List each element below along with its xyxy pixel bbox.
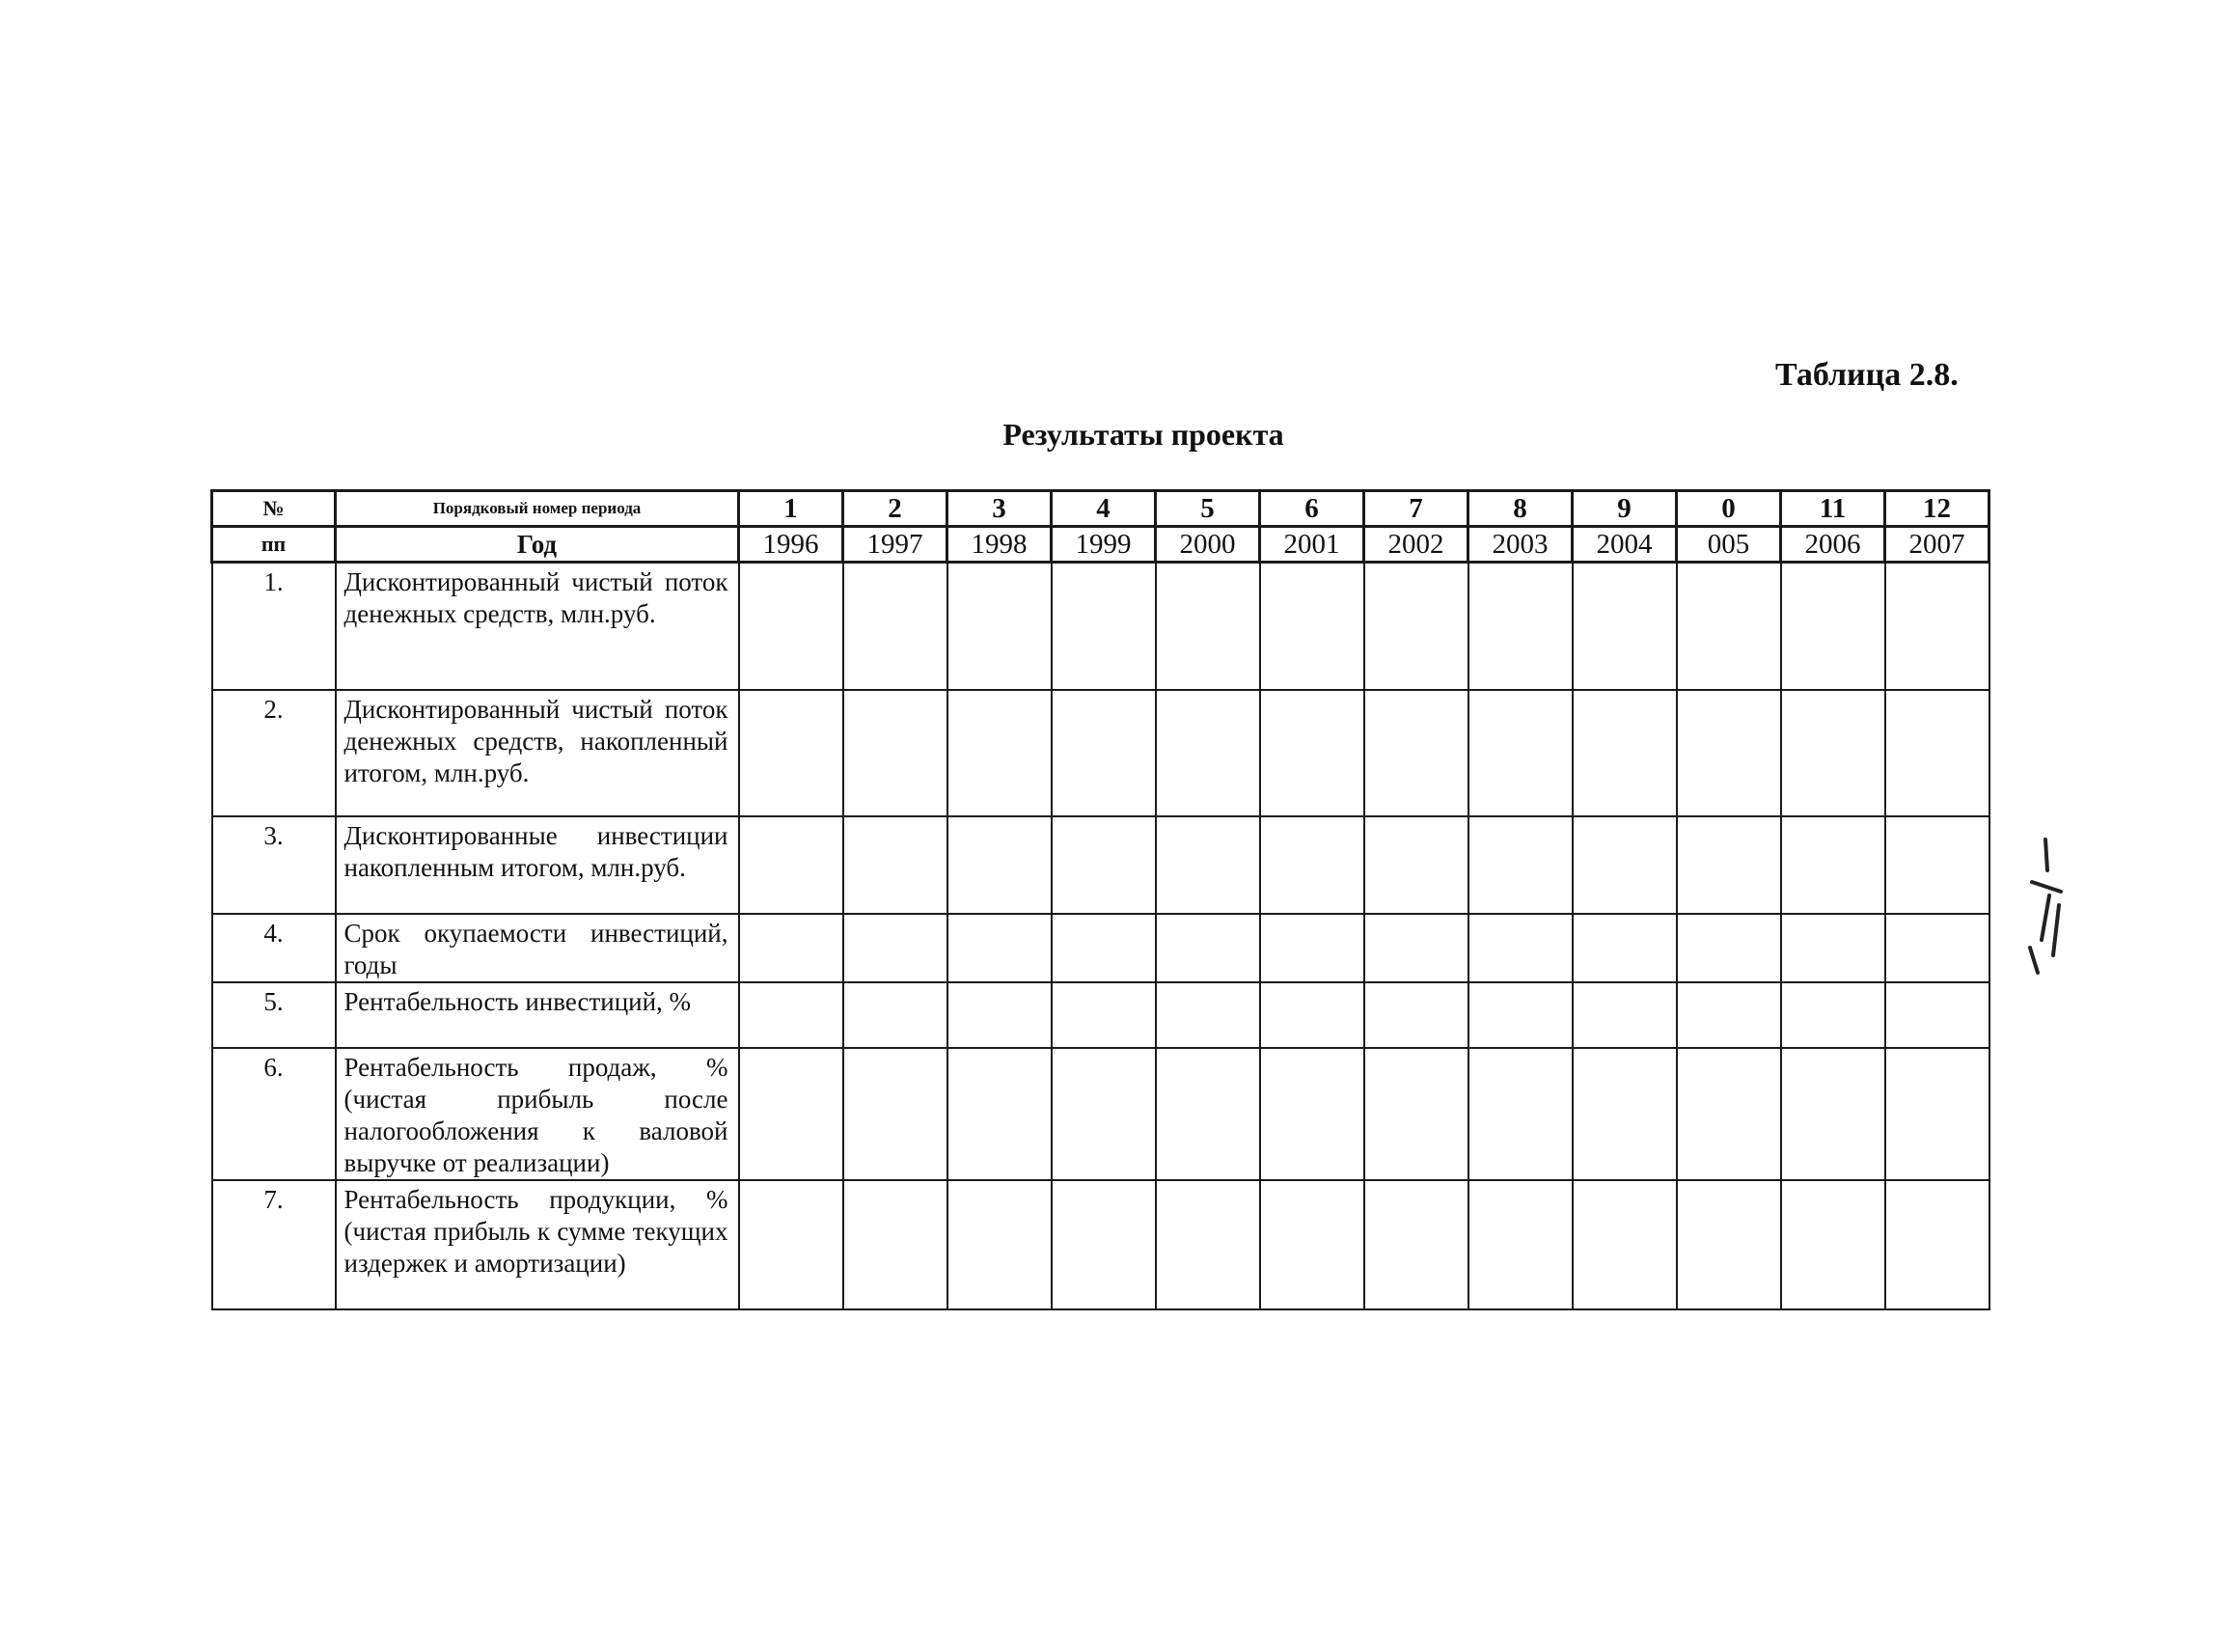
data-cell	[739, 982, 843, 1048]
year-cell: 2007	[1885, 527, 1989, 563]
data-cell	[1468, 563, 1573, 690]
table-row	[212, 982, 1989, 1048]
row-indicator-label: Дисконтированный чистый поток денежных средств, накопленный итогом, млн.руб.	[336, 690, 739, 816]
table-row	[212, 690, 1989, 816]
row-number: 2.	[212, 690, 336, 816]
year-cell: 1999	[1052, 527, 1156, 563]
data-cell	[1260, 690, 1364, 816]
data-cell	[1468, 816, 1573, 914]
year-header-label: Год	[336, 527, 739, 563]
table-row	[212, 816, 1989, 914]
data-cell	[1781, 1048, 1885, 1180]
data-cell	[1260, 563, 1364, 690]
row-indicator-label: Рентабельность продукции, % (чистая прибыль к сумме текущих издержек и амортизации)	[336, 1180, 739, 1309]
period-number-cell: 9	[1573, 491, 1677, 527]
data-cell	[739, 690, 843, 816]
data-cell	[1885, 1048, 1989, 1180]
data-cell	[1573, 982, 1677, 1048]
data-cell	[1468, 1180, 1573, 1309]
data-cell	[1885, 982, 1989, 1048]
data-cell	[1364, 914, 1468, 982]
data-cell	[947, 563, 1052, 690]
period-number-cell: 5	[1156, 491, 1260, 527]
header-row-years	[212, 527, 1989, 563]
data-cell	[1468, 1048, 1573, 1180]
data-cell	[1573, 816, 1677, 914]
data-cell	[1156, 982, 1260, 1048]
data-cell	[843, 1048, 947, 1180]
table-row	[212, 1180, 1989, 1309]
data-cell	[1677, 690, 1781, 816]
handwritten-margin-mark	[2024, 832, 2069, 977]
period-header-label: Порядковый номер периода	[336, 491, 739, 527]
data-cell	[1364, 690, 1468, 816]
row-number: 1.	[212, 563, 336, 690]
data-cell	[1677, 816, 1781, 914]
period-number-cell: 7	[1364, 491, 1468, 527]
data-cell	[739, 816, 843, 914]
data-cell	[1468, 914, 1573, 982]
data-cell	[843, 816, 947, 914]
data-cell	[1885, 914, 1989, 982]
data-cell	[947, 982, 1052, 1048]
data-cell	[1260, 914, 1364, 982]
data-cell	[947, 1180, 1052, 1309]
data-cell	[739, 914, 843, 982]
table-row	[212, 1048, 1989, 1180]
data-cell	[1364, 563, 1468, 690]
period-number-cell: 6	[1260, 491, 1364, 527]
data-cell	[843, 914, 947, 982]
data-cell	[739, 563, 843, 690]
data-cell	[843, 1180, 947, 1309]
data-cell	[1885, 690, 1989, 816]
data-cell	[947, 914, 1052, 982]
year-cell: 2002	[1364, 527, 1468, 563]
year-cell: 1996	[739, 527, 843, 563]
data-cell	[1781, 982, 1885, 1048]
data-cell	[1364, 982, 1468, 1048]
data-cell	[1052, 563, 1156, 690]
row-indicator-label: Дисконтированные инвестиции накопленным итогом, млн.руб.	[336, 816, 739, 914]
table-row	[212, 563, 1989, 690]
data-cell	[1677, 563, 1781, 690]
num-header-top: №	[212, 491, 336, 527]
num-header-bottom: пп	[212, 527, 336, 563]
data-cell	[843, 982, 947, 1048]
data-cell	[1573, 914, 1677, 982]
period-number-cell: 0	[1677, 491, 1781, 527]
table-row	[212, 914, 1989, 982]
period-number-cell: 11	[1781, 491, 1885, 527]
document-title: Результаты проекта	[1002, 417, 1284, 452]
data-cell	[1052, 1048, 1156, 1180]
period-number-cell: 3	[947, 491, 1052, 527]
year-cell: 2006	[1781, 527, 1885, 563]
row-number: 3.	[212, 816, 336, 914]
data-cell	[1052, 816, 1156, 914]
period-number-cell: 4	[1052, 491, 1156, 527]
data-cell	[1677, 1048, 1781, 1180]
data-cell	[1781, 816, 1885, 914]
results-table-body	[212, 491, 1989, 1309]
data-cell	[1260, 1048, 1364, 1180]
data-cell	[1156, 816, 1260, 914]
data-cell	[739, 1048, 843, 1180]
data-cell	[1156, 690, 1260, 816]
row-indicator-label: Рентабельность продаж, % (чистая прибыль после налогообложения к валовой выручке от реализации)	[336, 1048, 739, 1180]
data-cell	[843, 563, 947, 690]
year-cell: 2000	[1156, 527, 1260, 563]
data-cell	[1573, 563, 1677, 690]
data-cell	[739, 1180, 843, 1309]
data-cell	[1781, 690, 1885, 816]
row-number: 6.	[212, 1048, 336, 1180]
data-cell	[1885, 1180, 1989, 1309]
data-cell	[1677, 982, 1781, 1048]
data-cell	[1468, 690, 1573, 816]
data-cell	[1260, 816, 1364, 914]
year-cell: 005	[1677, 527, 1781, 563]
row-number: 4.	[212, 914, 336, 982]
data-cell	[1573, 1180, 1677, 1309]
data-cell	[947, 1048, 1052, 1180]
table-number-label: Таблица 2.8.	[1775, 357, 1959, 393]
data-cell	[1156, 1180, 1260, 1309]
data-cell	[1364, 816, 1468, 914]
data-cell	[1156, 1048, 1260, 1180]
period-number-cell: 12	[1885, 491, 1989, 527]
row-number: 5.	[212, 982, 336, 1048]
data-cell	[1052, 982, 1156, 1048]
data-cell	[1052, 690, 1156, 816]
year-cell: 2001	[1260, 527, 1364, 563]
row-number: 7.	[212, 1180, 336, 1309]
data-cell	[947, 690, 1052, 816]
data-cell	[1781, 563, 1885, 690]
data-cell	[1885, 816, 1989, 914]
data-cell	[1677, 1180, 1781, 1309]
period-number-cell: 1	[739, 491, 843, 527]
year-cell: 2004	[1573, 527, 1677, 563]
data-cell	[1156, 914, 1260, 982]
data-cell	[1260, 1180, 1364, 1309]
data-cell	[1677, 914, 1781, 982]
year-cell: 2003	[1468, 527, 1573, 563]
data-cell	[1573, 690, 1677, 816]
data-cell	[1364, 1048, 1468, 1180]
data-cell	[1156, 563, 1260, 690]
row-indicator-label: Срок окупаемости инвестиций, годы	[336, 914, 739, 982]
data-cell	[1885, 563, 1989, 690]
data-cell	[1364, 1180, 1468, 1309]
header-row-periods	[212, 491, 1989, 527]
results-table	[210, 489, 1990, 1310]
year-cell: 1998	[947, 527, 1052, 563]
data-cell	[1781, 914, 1885, 982]
period-number-cell: 8	[1468, 491, 1573, 527]
year-cell: 1997	[843, 527, 947, 563]
data-cell	[1573, 1048, 1677, 1180]
data-cell	[947, 816, 1052, 914]
data-cell	[843, 690, 947, 816]
data-cell	[1781, 1180, 1885, 1309]
data-cell	[1468, 982, 1573, 1048]
data-cell	[1052, 914, 1156, 982]
data-cell	[1052, 1180, 1156, 1309]
row-indicator-label: Дисконтированный чистый поток денежных средств, млн.руб.	[336, 563, 739, 690]
row-indicator-label: Рентабельность инвестиций, %	[336, 982, 739, 1048]
data-cell	[1260, 982, 1364, 1048]
period-number-cell: 2	[843, 491, 947, 527]
